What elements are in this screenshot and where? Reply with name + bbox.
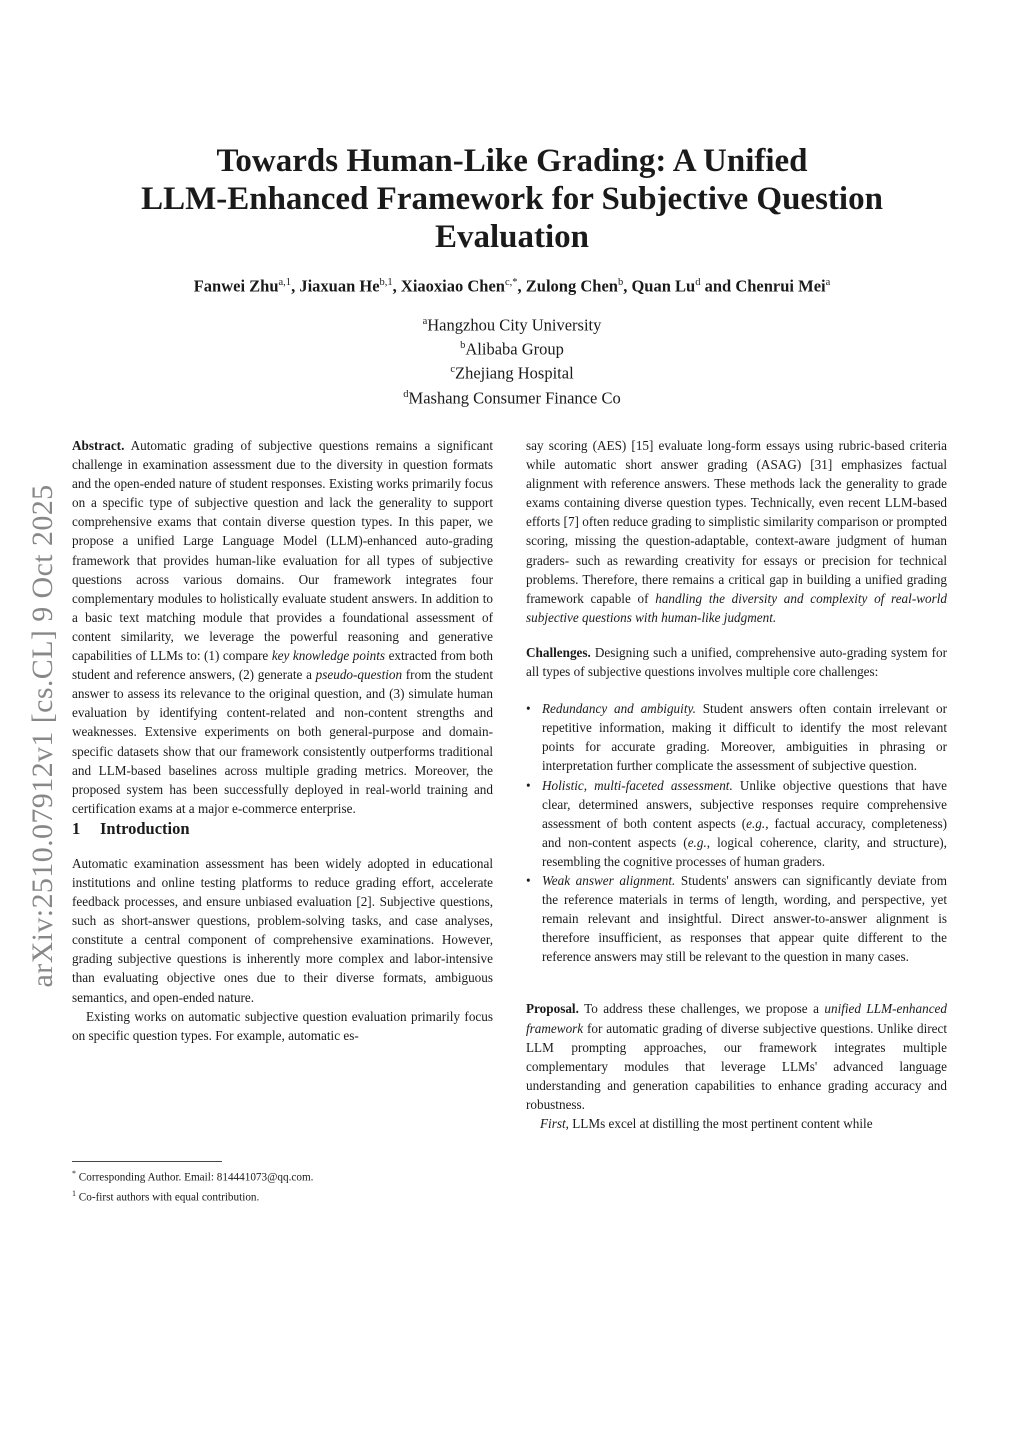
bullet-icon: • xyxy=(526,701,531,717)
abstract-text: from the student answer to assess its relevance to the original question, and (3) simulate human evaluation by identifying content-related and non-content strengths and weaknesses. Extensive experiments on both general-purpose and domain-specific datasets show that our framework consistently outperforms traditional and LLM-based baselines across multiple grading metrics. Moreover, the proposed system has been successfully deployed in real-world training and certification exams at a major e-commerce enterprise. xyxy=(72,667,493,816)
author-list xyxy=(40,272,984,298)
affiliation-name: Zhejiang Hospital xyxy=(454,363,574,383)
title-line: Evaluation xyxy=(434,219,590,255)
abstract-text: Automatic grading of subjective questions remains a significant challenge in examination assessment due to the diversity in question formats and the open-ended nature of student responses. Existing works primarily focus on a specific type of subjective question and lack the generality to support comprehensive exams that contain diverse question types. In this paper, we propose a unified Large Language Model (LLM)-enhanced auto-grading framework that provides human-like evaluation for all types of subjective questions across various domains. Our framework integrates four complementary modules to holistically evaluate student answers. In addition to a basic text matching module that provides a foundational assessment of content similarity, we leverage the powerful reasoning and generative capabilities of LLMs to: (1) compare xyxy=(72,438,493,664)
challenge-list xyxy=(526,699,947,966)
proposal-text: for automatic grading of diverse subjective questions. Unlike direct LLM prompting approaches, our framework integrates multiple complementary modules that leverage LLMs' advanced language understanding and generation capabilities to enhance grading accuracy and robustness. xyxy=(526,1020,947,1112)
affiliation-mark: a xyxy=(422,316,428,327)
footnote-text: Co-first authors with equal contribution. xyxy=(76,1191,260,1204)
bullet-text: Unlike objective questions that have clear, determined answers, subjective responses require comprehensive assessment of both content aspects ( xyxy=(542,777,947,831)
body-emphasis: handling the diversity and complexity of real-world subjective questions with human-like judgment. xyxy=(526,590,947,625)
author-sep: and xyxy=(700,276,736,296)
bullet-lead: Weak answer alignment. xyxy=(542,872,676,888)
affiliation-name: Alibaba Group xyxy=(465,339,564,359)
affiliation-name: Hangzhou City University xyxy=(427,315,602,335)
challenges-text: Designing such a unified, comprehensive auto-grading system for all types of subjective questions involves multiple core challenges: xyxy=(526,644,947,680)
bullet-icon: • xyxy=(526,777,531,793)
first-paragraph xyxy=(526,1114,947,1133)
footnote xyxy=(72,1166,493,1186)
section-number: 1 xyxy=(72,818,81,838)
proposal-paragraph xyxy=(526,999,947,1114)
author-name: Fanwei Zhu xyxy=(193,276,279,296)
first-text: , LLMs excel at distilling the most pertinent content while xyxy=(565,1116,873,1131)
challenges-label: Challenges. xyxy=(526,644,591,660)
body-text: say scoring (AES) [15] evaluate long-form essays using rubric-based criteria while automatic short answer grading (ASAG) [31] emphasizes factual alignment with reference answers. These methods lack the generality to grade exams containing diverse question types. Technically, even recent LLM-based efforts [7] often reduce grading to simplistic similarity comparison or prompted scoring, missing the question-adaptable, context-aware judgment of human graders- such as rewarding creativity for essays or precision for technical problems. Therefore, there remains a critical gap in building a unified grading framework capable of xyxy=(526,438,947,606)
proposal-text: To address these challenges, we propose a xyxy=(578,1001,825,1017)
arxiv-identifier: arXiv:2510.07912v1 [cs.CL] 9 Oct 2025 xyxy=(26,484,59,988)
abstract xyxy=(72,436,493,818)
section-heading-introduction xyxy=(72,818,493,840)
footnotes xyxy=(72,1161,493,1206)
footnote xyxy=(72,1186,493,1206)
left-column xyxy=(72,436,493,1045)
affiliation xyxy=(200,360,824,384)
footnote-text: Corresponding Author. Email: 814441073@qq.com. xyxy=(76,1171,314,1184)
author-sep: , xyxy=(517,276,526,296)
list-item xyxy=(526,776,947,871)
bullet-emphasis: e.g. xyxy=(746,815,766,831)
bullet-text: , factual accuracy, completeness) and non-content aspects ( xyxy=(542,815,947,850)
author-affil-mark: a xyxy=(825,277,831,288)
bullet-text: Students' answers can significantly deviate from the reference materials in terms of length, wording, and perspective, yet remain relevant and insightful. Direct answer-to-answer alignment is therefore insufficient, as responses that appear quite different to the reference answers may still be relevant to the question in many cases. xyxy=(542,872,947,965)
affiliation-mark: d xyxy=(403,388,409,400)
author-affil-mark: a,1 xyxy=(278,277,292,288)
challenges-paragraph xyxy=(526,643,947,681)
bullet-text: , logical coherence, clarity, and structure), resembling the cognitive processes of human graders. xyxy=(542,834,947,869)
title-line: LLM-Enhanced Framework for Subjective Question xyxy=(141,181,883,217)
intro-paragraph: Automatic examination assessment has been widely adopted in educational institutions and online testing platforms to reduce grading effort, accelerate feedback processes, and ensure unbiased evaluation [2]. Subjective questions, such as short-answer questions, problem-solving tasks, and case analyses, constitute a central component of comprehensive examinations. However, grading subjective questions is inherently more complex and labor-intensive than evaluating objective ones due to their diverse formats, ambiguous semantics, and open-ended nature. xyxy=(72,855,493,1005)
author-affil-mark: b xyxy=(617,277,624,288)
first-emphasis: First xyxy=(540,1116,566,1131)
abstract-emphasis: key knowledge points xyxy=(271,648,386,664)
paper-title xyxy=(80,142,944,256)
footnote-rule xyxy=(72,1161,222,1162)
affiliation xyxy=(200,336,824,360)
intro-paragraph: Existing works on automatic subjective question evaluation primarily focus on specific question types. For example, automatic es- xyxy=(72,1008,493,1043)
author-name: Quan Lu xyxy=(631,276,696,296)
author-name: Zulong Chen xyxy=(525,276,618,296)
author-name: Xiaoxiao Chen xyxy=(400,276,505,296)
intro-paragraph-continued xyxy=(526,436,947,627)
author-name: Jiaxuan He xyxy=(299,276,380,296)
affiliation xyxy=(200,312,824,336)
author-sep: , xyxy=(291,276,300,296)
bullet-lead: Holistic, multi-faceted assessment. xyxy=(542,777,733,793)
list-item xyxy=(526,871,947,966)
bullet-lead: Redundancy and ambiguity. xyxy=(542,701,696,717)
abstract-text: extracted from both student and reference answers, (2) generate a xyxy=(72,648,493,683)
author-affil-mark: c,* xyxy=(504,277,518,288)
bullet-text: Student answers often contain irrelevant or repetitive information, making it difficult to identify the most relevant points for accurate grading. Moreover, ambiguities in phrasing or interpretation further complicate the assessment of subjective question. xyxy=(542,701,947,774)
author-affil-mark: d xyxy=(695,277,701,288)
proposal-label: Proposal. xyxy=(526,1001,579,1017)
affiliation xyxy=(200,385,824,409)
section-title: Introduction xyxy=(100,818,190,838)
footnote-mark: 1 xyxy=(72,1189,76,1199)
author-sep: , xyxy=(623,276,632,296)
list-item xyxy=(526,699,947,775)
affiliation-mark: c xyxy=(450,364,455,376)
right-column xyxy=(526,436,947,1133)
author-sep: , xyxy=(392,276,401,296)
affiliation-list xyxy=(200,312,824,409)
abstract-label: Abstract. xyxy=(72,438,125,453)
proposal-emphasis: unified LLM-enhanced framework xyxy=(526,1001,948,1036)
title-line: Towards Human-Like Grading: A Unified xyxy=(216,143,808,179)
author-name: Chenrui Mei xyxy=(735,276,826,296)
abstract-emphasis: pseudo-question xyxy=(315,667,403,683)
bullet-emphasis: e.g. xyxy=(687,834,707,850)
footnote-mark: * xyxy=(72,1169,76,1178)
affiliation-name: Mashang Consumer Finance Co xyxy=(408,388,621,408)
affiliation-mark: b xyxy=(460,340,466,352)
author-affil-mark: b,1 xyxy=(379,277,393,288)
bullet-icon: • xyxy=(526,872,531,888)
